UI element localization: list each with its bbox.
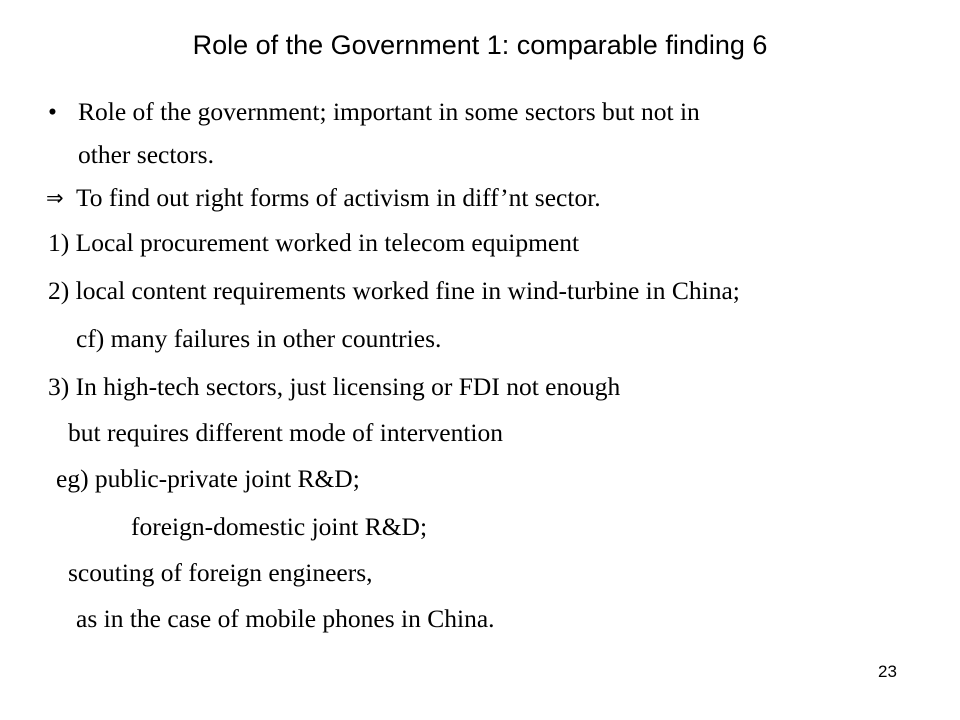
body-line-2: other sectors. — [78, 140, 214, 169]
body-line-8: but requires different mode of intervention — [68, 418, 504, 447]
body-line-1: Role of the government; important in some sectors but not in — [78, 97, 700, 126]
page-number: 23 — [878, 662, 897, 681]
body-line-12: as in the case of mobile phones in China. — [76, 604, 495, 633]
body-line-3: To find out right forms of activism in diff’nt sector. — [76, 183, 601, 212]
body-line-5: 2) local content requirements worked fine in wind-turbine in China; — [48, 276, 740, 305]
implies-arrow-icon: ⇒ — [46, 186, 64, 210]
body-line-10: foreign-domestic joint R&D; — [131, 512, 428, 541]
slide-title: Role of the Government 1: comparable finding 6 — [192, 30, 768, 60]
body-line-9: eg) public-private joint R&D; — [56, 464, 360, 493]
body-line-6: cf) many failures in other countries. — [76, 324, 442, 353]
body-line-7: 3) In high-tech sectors, just licensing or FDI not enough — [48, 372, 621, 401]
body-line-11: scouting of foreign engineers, — [68, 558, 373, 587]
bullet-dot: • — [48, 97, 57, 126]
body-line-4: 1) Local procurement worked in telecom equipment — [48, 228, 580, 257]
